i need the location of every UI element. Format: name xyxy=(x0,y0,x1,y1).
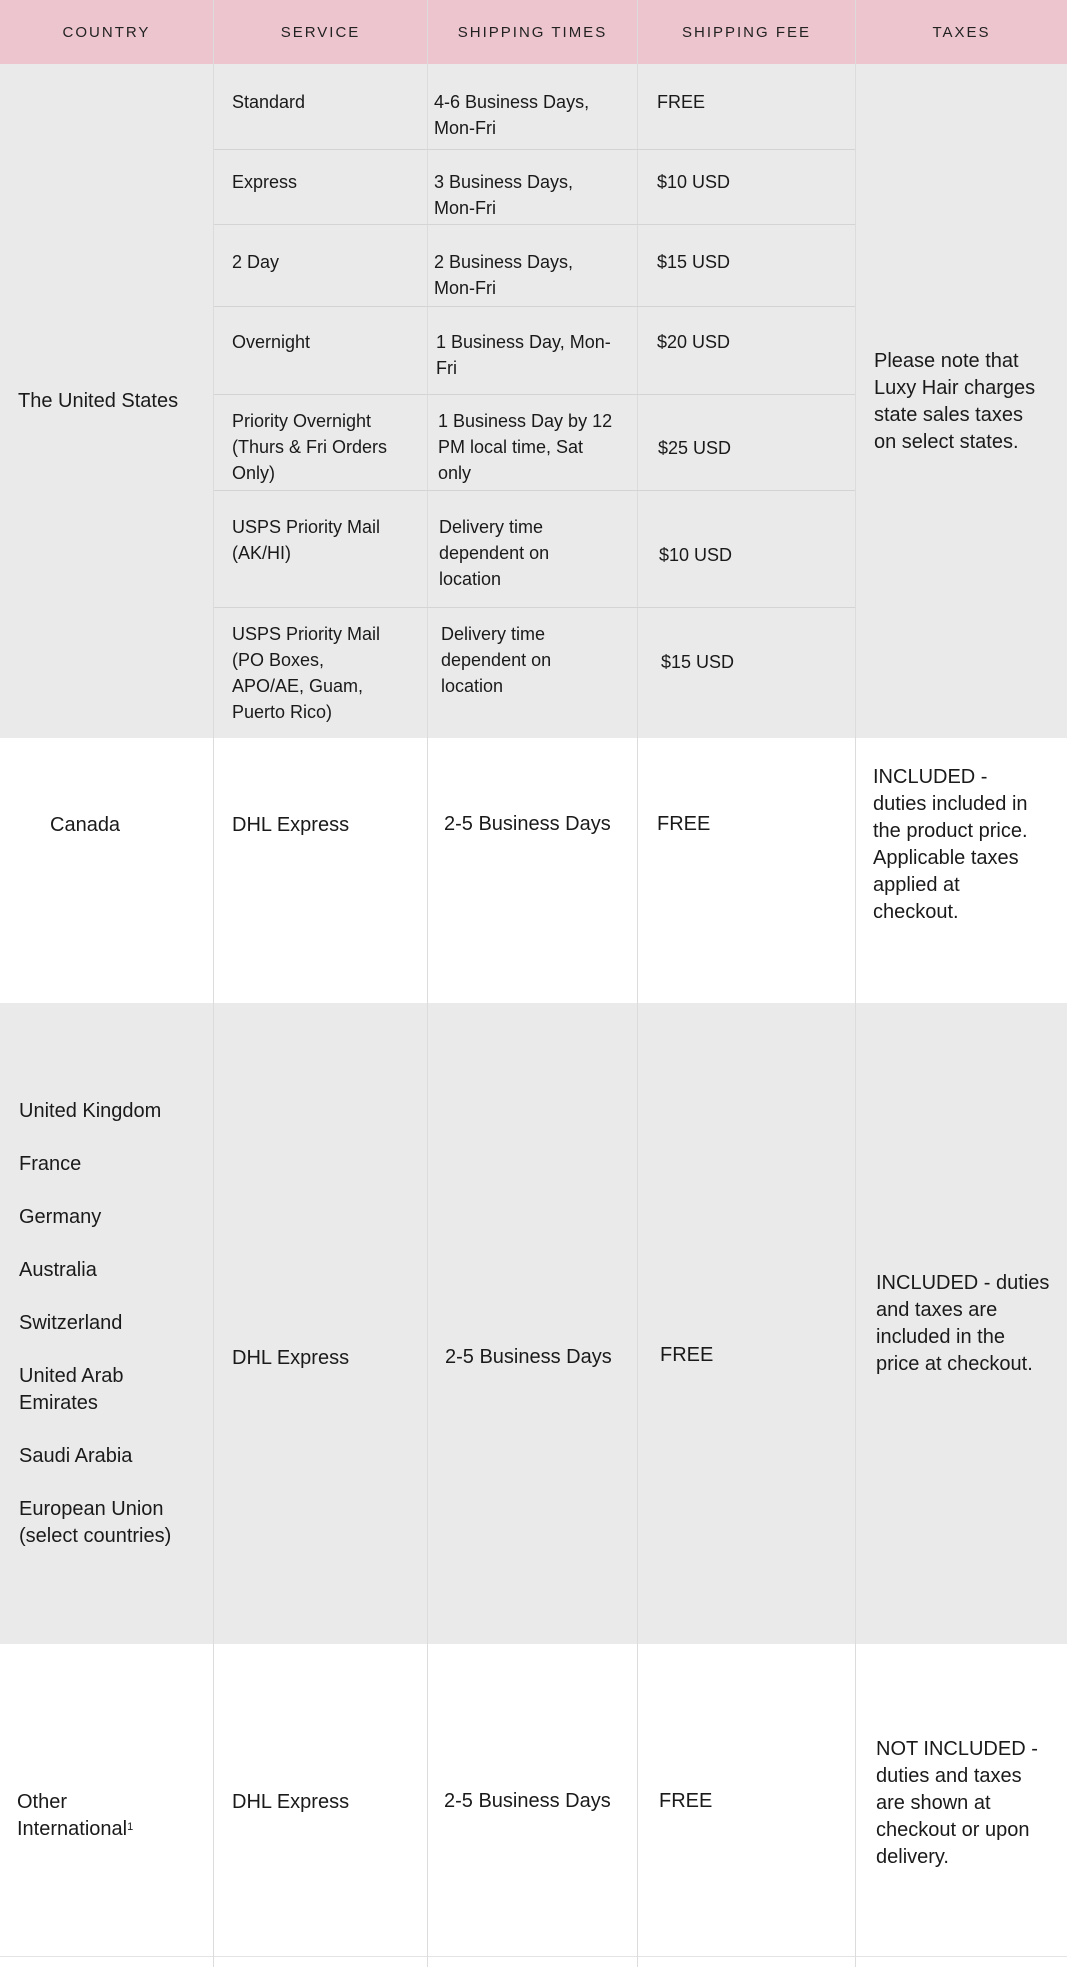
header-service: SERVICE xyxy=(280,23,361,41)
service-2day: 2 Day xyxy=(232,252,280,272)
fee-priority-overnight: $25 USD xyxy=(658,438,732,458)
fee-express: $10 USD xyxy=(657,172,731,192)
service-standard: Standard xyxy=(232,92,306,112)
time-2day: 2 Business Days, Mon-Fri xyxy=(434,252,574,298)
taxes-us: Please note that Luxy Hair charges state sales taxes on select states. xyxy=(874,350,1036,453)
time-express: 3 Business Days, Mon-Fri xyxy=(434,172,574,218)
row-divider xyxy=(214,490,855,491)
time-other: 2-5 Business Days xyxy=(444,1790,611,1812)
fee-overnight: $20 USD xyxy=(657,332,731,352)
footnote-marker: 1 xyxy=(127,1821,134,1833)
service-overnight: Overnight xyxy=(232,332,311,352)
row-divider xyxy=(214,224,855,225)
column-divider xyxy=(427,0,428,1967)
country-us: The United States xyxy=(18,390,179,412)
country-name: Australia xyxy=(19,1259,97,1281)
column-divider xyxy=(855,0,856,1967)
fee-other: FREE xyxy=(659,1790,713,1812)
fee-intl: FREE xyxy=(660,1344,714,1366)
header-taxes: TAXES xyxy=(932,23,991,41)
time-usps-akhi: Delivery time dependent on location xyxy=(439,517,550,589)
column-divider xyxy=(637,0,638,1967)
fee-usps-akhi: $10 USD xyxy=(659,545,733,565)
time-overnight: 1 Business Day, Mon-Fri xyxy=(436,332,611,378)
country-name: United Arab Emirates xyxy=(19,1365,124,1414)
country-name: France xyxy=(19,1153,82,1175)
time-priority-overnight: 1 Business Day by 12 PM local time, Sat only xyxy=(438,411,613,483)
fee-2day: $15 USD xyxy=(657,252,731,272)
header-country: COUNTRY xyxy=(62,23,151,41)
column-divider xyxy=(213,0,214,1967)
table-bottom-border xyxy=(0,1956,1067,1957)
taxes-canada: INCLUDED - duties included in the product price. Applicable taxes applied at checkout. xyxy=(873,766,1028,923)
country-name: Saudi Arabia xyxy=(19,1445,133,1467)
service-usps-akhi: USPS Priority Mail (AK/HI) xyxy=(232,517,381,563)
fee-usps-pobox: $15 USD xyxy=(661,652,735,672)
country-other-international xyxy=(17,1789,177,1843)
fee-canada: FREE xyxy=(657,813,711,835)
service-canada: DHL Express xyxy=(232,814,350,836)
country-canada: Canada xyxy=(50,814,121,836)
time-standard: 4-6 Business Days, Mon-Fri xyxy=(434,92,590,138)
country-other-label: Other International xyxy=(17,1791,128,1840)
taxes-intl: INCLUDED - duties and taxes are included in the price at checkout. xyxy=(876,1272,1050,1375)
country-name: Switzerland xyxy=(19,1312,123,1334)
country-name: United Kingdom xyxy=(19,1100,162,1122)
header-shipping-fee: SHIPPING FEE xyxy=(681,23,812,41)
service-express: Express xyxy=(232,172,298,192)
time-canada: 2-5 Business Days xyxy=(444,813,611,835)
fee-standard: FREE xyxy=(657,92,706,112)
row-divider xyxy=(214,149,855,150)
country-name: European Union (select countries) xyxy=(19,1498,172,1547)
service-usps-pobox: USPS Priority Mail (PO Boxes, APO/AE, Guam, Puerto Rico) xyxy=(232,624,381,722)
service-priority-overnight: Priority Overnight (Thurs & Fri Orders Only) xyxy=(232,411,388,483)
row-divider xyxy=(214,394,855,395)
time-intl: 2-5 Business Days xyxy=(445,1346,612,1368)
header-shipping-times: SHIPPING TIMES xyxy=(457,23,608,41)
service-other: DHL Express xyxy=(232,1791,350,1813)
time-usps-pobox: Delivery time dependent on location xyxy=(441,624,552,696)
country-name: Germany xyxy=(19,1206,102,1228)
taxes-other: NOT INCLUDED - duties and taxes are shown at checkout or upon delivery. xyxy=(876,1738,1038,1868)
intl-country-list xyxy=(19,1098,204,1576)
service-intl: DHL Express xyxy=(232,1347,350,1369)
row-divider xyxy=(214,306,855,307)
row-divider xyxy=(214,607,855,608)
